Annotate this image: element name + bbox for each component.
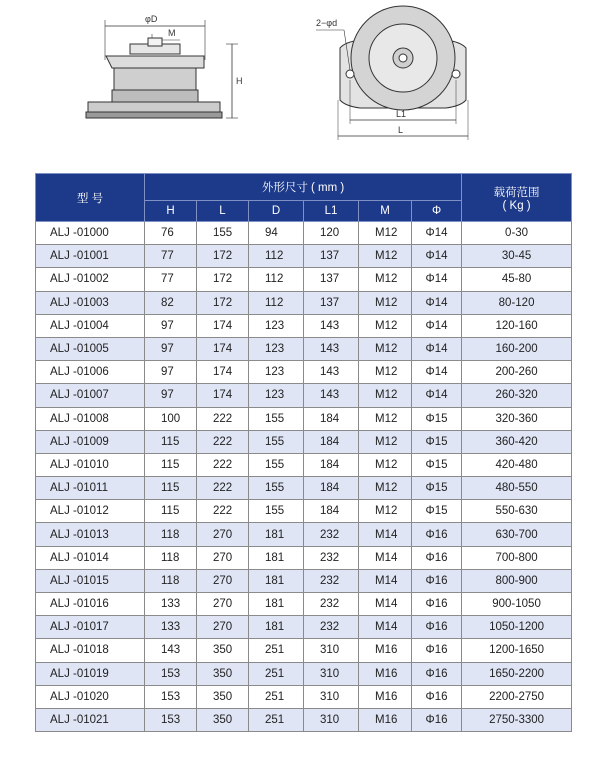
l-cell: 174: [197, 361, 249, 384]
l-cell: 155: [197, 222, 249, 245]
d-cell: 181: [249, 523, 304, 546]
table-row: [36, 523, 572, 546]
d-cell: 123: [249, 384, 304, 407]
l-cell: 174: [197, 337, 249, 360]
l-cell: 172: [197, 268, 249, 291]
d-cell: 123: [249, 361, 304, 384]
col-header-phi: Φ: [412, 201, 462, 222]
model-cell: ALJ -01018: [36, 639, 145, 662]
d-cell: 251: [249, 639, 304, 662]
l1-cell: 184: [304, 453, 359, 476]
m-cell: M14: [359, 523, 412, 546]
h-cell: 115: [145, 453, 197, 476]
l1-cell: 232: [304, 569, 359, 592]
l1-cell: 232: [304, 546, 359, 569]
l1-label: L1: [396, 109, 407, 119]
load-range-cell: 1050-1200: [462, 616, 572, 639]
table-row: [36, 500, 572, 523]
table-row: [36, 337, 572, 360]
model-cell: ALJ -01019: [36, 662, 145, 685]
load-range-cell: 45-80: [462, 268, 572, 291]
m-cell: M16: [359, 639, 412, 662]
model-cell: ALJ -01007: [36, 384, 145, 407]
l-cell: 270: [197, 593, 249, 616]
l-cell: 222: [197, 500, 249, 523]
l-cell: 350: [197, 685, 249, 708]
phi-cell: Φ16: [412, 685, 462, 708]
d-cell: 155: [249, 477, 304, 500]
phi-cell: Φ14: [412, 245, 462, 268]
phi-cell: Φ15: [412, 407, 462, 430]
l-cell: 172: [197, 245, 249, 268]
l-cell: 174: [197, 384, 249, 407]
m-cell: M12: [359, 268, 412, 291]
phi-cell: Φ16: [412, 593, 462, 616]
m-cell: M12: [359, 430, 412, 453]
d-cell: 181: [249, 546, 304, 569]
h-cell: 118: [145, 546, 197, 569]
col-header-h: H: [145, 201, 197, 222]
h-cell: 118: [145, 523, 197, 546]
model-cell: ALJ -01003: [36, 291, 145, 314]
h-cell: 100: [145, 407, 197, 430]
l-cell: 270: [197, 523, 249, 546]
model-cell: ALJ -01011: [36, 477, 145, 500]
d-cell: 112: [249, 268, 304, 291]
dimension-group-header: 外形尺寸 ( mm ): [145, 174, 462, 201]
h-cell: 133: [145, 593, 197, 616]
h-cell: 77: [145, 268, 197, 291]
load-range-cell: 420-480: [462, 453, 572, 476]
table-row: [36, 477, 572, 500]
h-cell: 115: [145, 430, 197, 453]
l1-cell: 137: [304, 245, 359, 268]
model-header: 型 号: [36, 174, 145, 222]
load-range-cell: 480-550: [462, 477, 572, 500]
model-cell: ALJ -01013: [36, 523, 145, 546]
load-range-cell: 200-260: [462, 361, 572, 384]
d-cell: 155: [249, 500, 304, 523]
model-cell: ALJ -01010: [36, 453, 145, 476]
m-cell: M14: [359, 616, 412, 639]
m-cell: M12: [359, 407, 412, 430]
phi-cell: Φ16: [412, 546, 462, 569]
model-cell: ALJ -01004: [36, 314, 145, 337]
load-header-line1: 载荷范围: [493, 186, 540, 199]
phi-cell: Φ14: [412, 291, 462, 314]
l1-cell: 143: [304, 337, 359, 360]
table-row: [36, 245, 572, 268]
h-cell: 82: [145, 291, 197, 314]
m-cell: M12: [359, 500, 412, 523]
phi-cell: Φ16: [412, 569, 462, 592]
d-cell: 155: [249, 453, 304, 476]
model-cell: ALJ -01001: [36, 245, 145, 268]
l-cell: 172: [197, 291, 249, 314]
m-cell: M12: [359, 245, 412, 268]
load-range-cell: 360-420: [462, 430, 572, 453]
l1-cell: 310: [304, 708, 359, 731]
table-row: [36, 453, 572, 476]
l-cell: 222: [197, 407, 249, 430]
l1-cell: 143: [304, 384, 359, 407]
load-range-cell: 80-120: [462, 291, 572, 314]
phi-cell: Φ16: [412, 616, 462, 639]
table-row: [36, 616, 572, 639]
l-label: L: [398, 125, 404, 135]
m-cell: M12: [359, 384, 412, 407]
spec-table-body: [36, 222, 572, 732]
m-cell: M14: [359, 593, 412, 616]
top-view-drawing: [316, 6, 468, 140]
load-range-cell: 550-630: [462, 500, 572, 523]
model-cell: ALJ -01014: [36, 546, 145, 569]
l1-cell: 310: [304, 662, 359, 685]
table-row: [36, 407, 572, 430]
d-cell: 181: [249, 616, 304, 639]
l-cell: 350: [197, 708, 249, 731]
phi-cell: Φ16: [412, 639, 462, 662]
l1-cell: 120: [304, 222, 359, 245]
table-row: [36, 685, 572, 708]
l1-cell: 184: [304, 407, 359, 430]
col-header-m: M: [359, 201, 412, 222]
load-header: [462, 174, 572, 222]
l-cell: 222: [197, 477, 249, 500]
load-range-cell: 160-200: [462, 337, 572, 360]
load-range-cell: 800-900: [462, 569, 572, 592]
l-cell: 270: [197, 546, 249, 569]
phi-cell: Φ15: [412, 477, 462, 500]
l1-cell: 143: [304, 361, 359, 384]
load-range-cell: 0-30: [462, 222, 572, 245]
d-cell: 251: [249, 685, 304, 708]
model-cell: ALJ -01000: [36, 222, 145, 245]
m-cell: M16: [359, 685, 412, 708]
m-cell: M14: [359, 546, 412, 569]
d-cell: 155: [249, 407, 304, 430]
load-range-cell: 2750-3300: [462, 708, 572, 731]
phi-cell: Φ15: [412, 430, 462, 453]
table-row: [36, 593, 572, 616]
l-cell: 350: [197, 639, 249, 662]
l-cell: 222: [197, 430, 249, 453]
l1-cell: 184: [304, 430, 359, 453]
h-cell: 97: [145, 314, 197, 337]
load-range-cell: 320-360: [462, 407, 572, 430]
h-cell: 118: [145, 569, 197, 592]
h-cell: 115: [145, 477, 197, 500]
l1-cell: 137: [304, 291, 359, 314]
h-cell: 115: [145, 500, 197, 523]
table-row: [36, 708, 572, 731]
m-cell: M12: [359, 477, 412, 500]
phi-d-label: φD: [145, 14, 158, 24]
l1-cell: 184: [304, 477, 359, 500]
d-cell: 181: [249, 593, 304, 616]
phi-cell: Φ15: [412, 453, 462, 476]
d-cell: 181: [249, 569, 304, 592]
phi-cell: Φ14: [412, 268, 462, 291]
h-cell: 153: [145, 708, 197, 731]
d-cell: 251: [249, 662, 304, 685]
model-cell: ALJ -01008: [36, 407, 145, 430]
model-cell: ALJ -01017: [36, 616, 145, 639]
d-cell: 94: [249, 222, 304, 245]
m-cell: M12: [359, 337, 412, 360]
l-cell: 222: [197, 453, 249, 476]
l1-cell: 310: [304, 639, 359, 662]
col-header-l: L: [197, 201, 249, 222]
table-row: [36, 546, 572, 569]
table-row: [36, 662, 572, 685]
d-cell: 112: [249, 245, 304, 268]
m-cell: M16: [359, 708, 412, 731]
spec-table: [35, 173, 572, 732]
h-cell: 143: [145, 639, 197, 662]
phi-cell: Φ14: [412, 314, 462, 337]
table-row: [36, 639, 572, 662]
d-cell: 155: [249, 430, 304, 453]
table-row: [36, 361, 572, 384]
m-cell: M12: [359, 314, 412, 337]
load-header-line2: ( Kg ): [502, 199, 531, 212]
h-cell: 97: [145, 384, 197, 407]
h-cell: 153: [145, 662, 197, 685]
h-cell: 76: [145, 222, 197, 245]
load-range-cell: 1650-2200: [462, 662, 572, 685]
d-cell: 123: [249, 314, 304, 337]
load-range-cell: 1200-1650: [462, 639, 572, 662]
phi-cell: Φ14: [412, 384, 462, 407]
l1-cell: 232: [304, 523, 359, 546]
phi-cell: Φ14: [412, 222, 462, 245]
table-row: [36, 222, 572, 245]
model-cell: ALJ -01005: [36, 337, 145, 360]
phi-cell: Φ15: [412, 500, 462, 523]
table-row: [36, 430, 572, 453]
d-cell: 112: [249, 291, 304, 314]
load-range-cell: 260-320: [462, 384, 572, 407]
model-cell: ALJ -01020: [36, 685, 145, 708]
load-range-cell: 2200-2750: [462, 685, 572, 708]
h-cell: 77: [145, 245, 197, 268]
table-row: [36, 291, 572, 314]
m-cell: M14: [359, 569, 412, 592]
load-range-cell: 120-160: [462, 314, 572, 337]
l-cell: 350: [197, 662, 249, 685]
table-row: [36, 314, 572, 337]
model-cell: ALJ -01016: [36, 593, 145, 616]
h-cell: 97: [145, 337, 197, 360]
l-cell: 270: [197, 616, 249, 639]
col-header-d: D: [249, 201, 304, 222]
table-row: [36, 569, 572, 592]
l-cell: 270: [197, 569, 249, 592]
phi-cell: Φ14: [412, 337, 462, 360]
h-cell: 133: [145, 616, 197, 639]
h-cell: 153: [145, 685, 197, 708]
m-cell: M12: [359, 222, 412, 245]
h-label: H: [236, 76, 243, 86]
l1-cell: 137: [304, 268, 359, 291]
m-label: M: [168, 28, 176, 38]
l1-cell: 143: [304, 314, 359, 337]
load-range-cell: 630-700: [462, 523, 572, 546]
d-cell: 251: [249, 708, 304, 731]
table-row: [36, 384, 572, 407]
mount-drawings-svg: [0, 0, 599, 170]
model-cell: ALJ -01002: [36, 268, 145, 291]
h-cell: 97: [145, 361, 197, 384]
model-cell: ALJ -01006: [36, 361, 145, 384]
d-cell: 123: [249, 337, 304, 360]
m-cell: M12: [359, 453, 412, 476]
m-cell: M12: [359, 361, 412, 384]
l-cell: 174: [197, 314, 249, 337]
phi-cell: Φ16: [412, 523, 462, 546]
phi-cell: Φ14: [412, 361, 462, 384]
phi-cell: Φ16: [412, 708, 462, 731]
table-row: [36, 268, 572, 291]
model-cell: ALJ -01015: [36, 569, 145, 592]
hole-label: 2−φd: [316, 18, 338, 28]
model-cell: ALJ -01012: [36, 500, 145, 523]
technical-drawing: [0, 0, 599, 170]
load-range-cell: 700-800: [462, 546, 572, 569]
side-view-drawing: [86, 20, 238, 118]
phi-cell: Φ16: [412, 662, 462, 685]
l1-cell: 184: [304, 500, 359, 523]
m-cell: M16: [359, 662, 412, 685]
model-cell: ALJ -01009: [36, 430, 145, 453]
model-cell: ALJ -01021: [36, 708, 145, 731]
load-range-cell: 30-45: [462, 245, 572, 268]
load-range-cell: 900-1050: [462, 593, 572, 616]
col-header-l1: L1: [304, 201, 359, 222]
m-cell: M12: [359, 291, 412, 314]
l1-cell: 232: [304, 593, 359, 616]
l1-cell: 232: [304, 616, 359, 639]
l1-cell: 310: [304, 685, 359, 708]
